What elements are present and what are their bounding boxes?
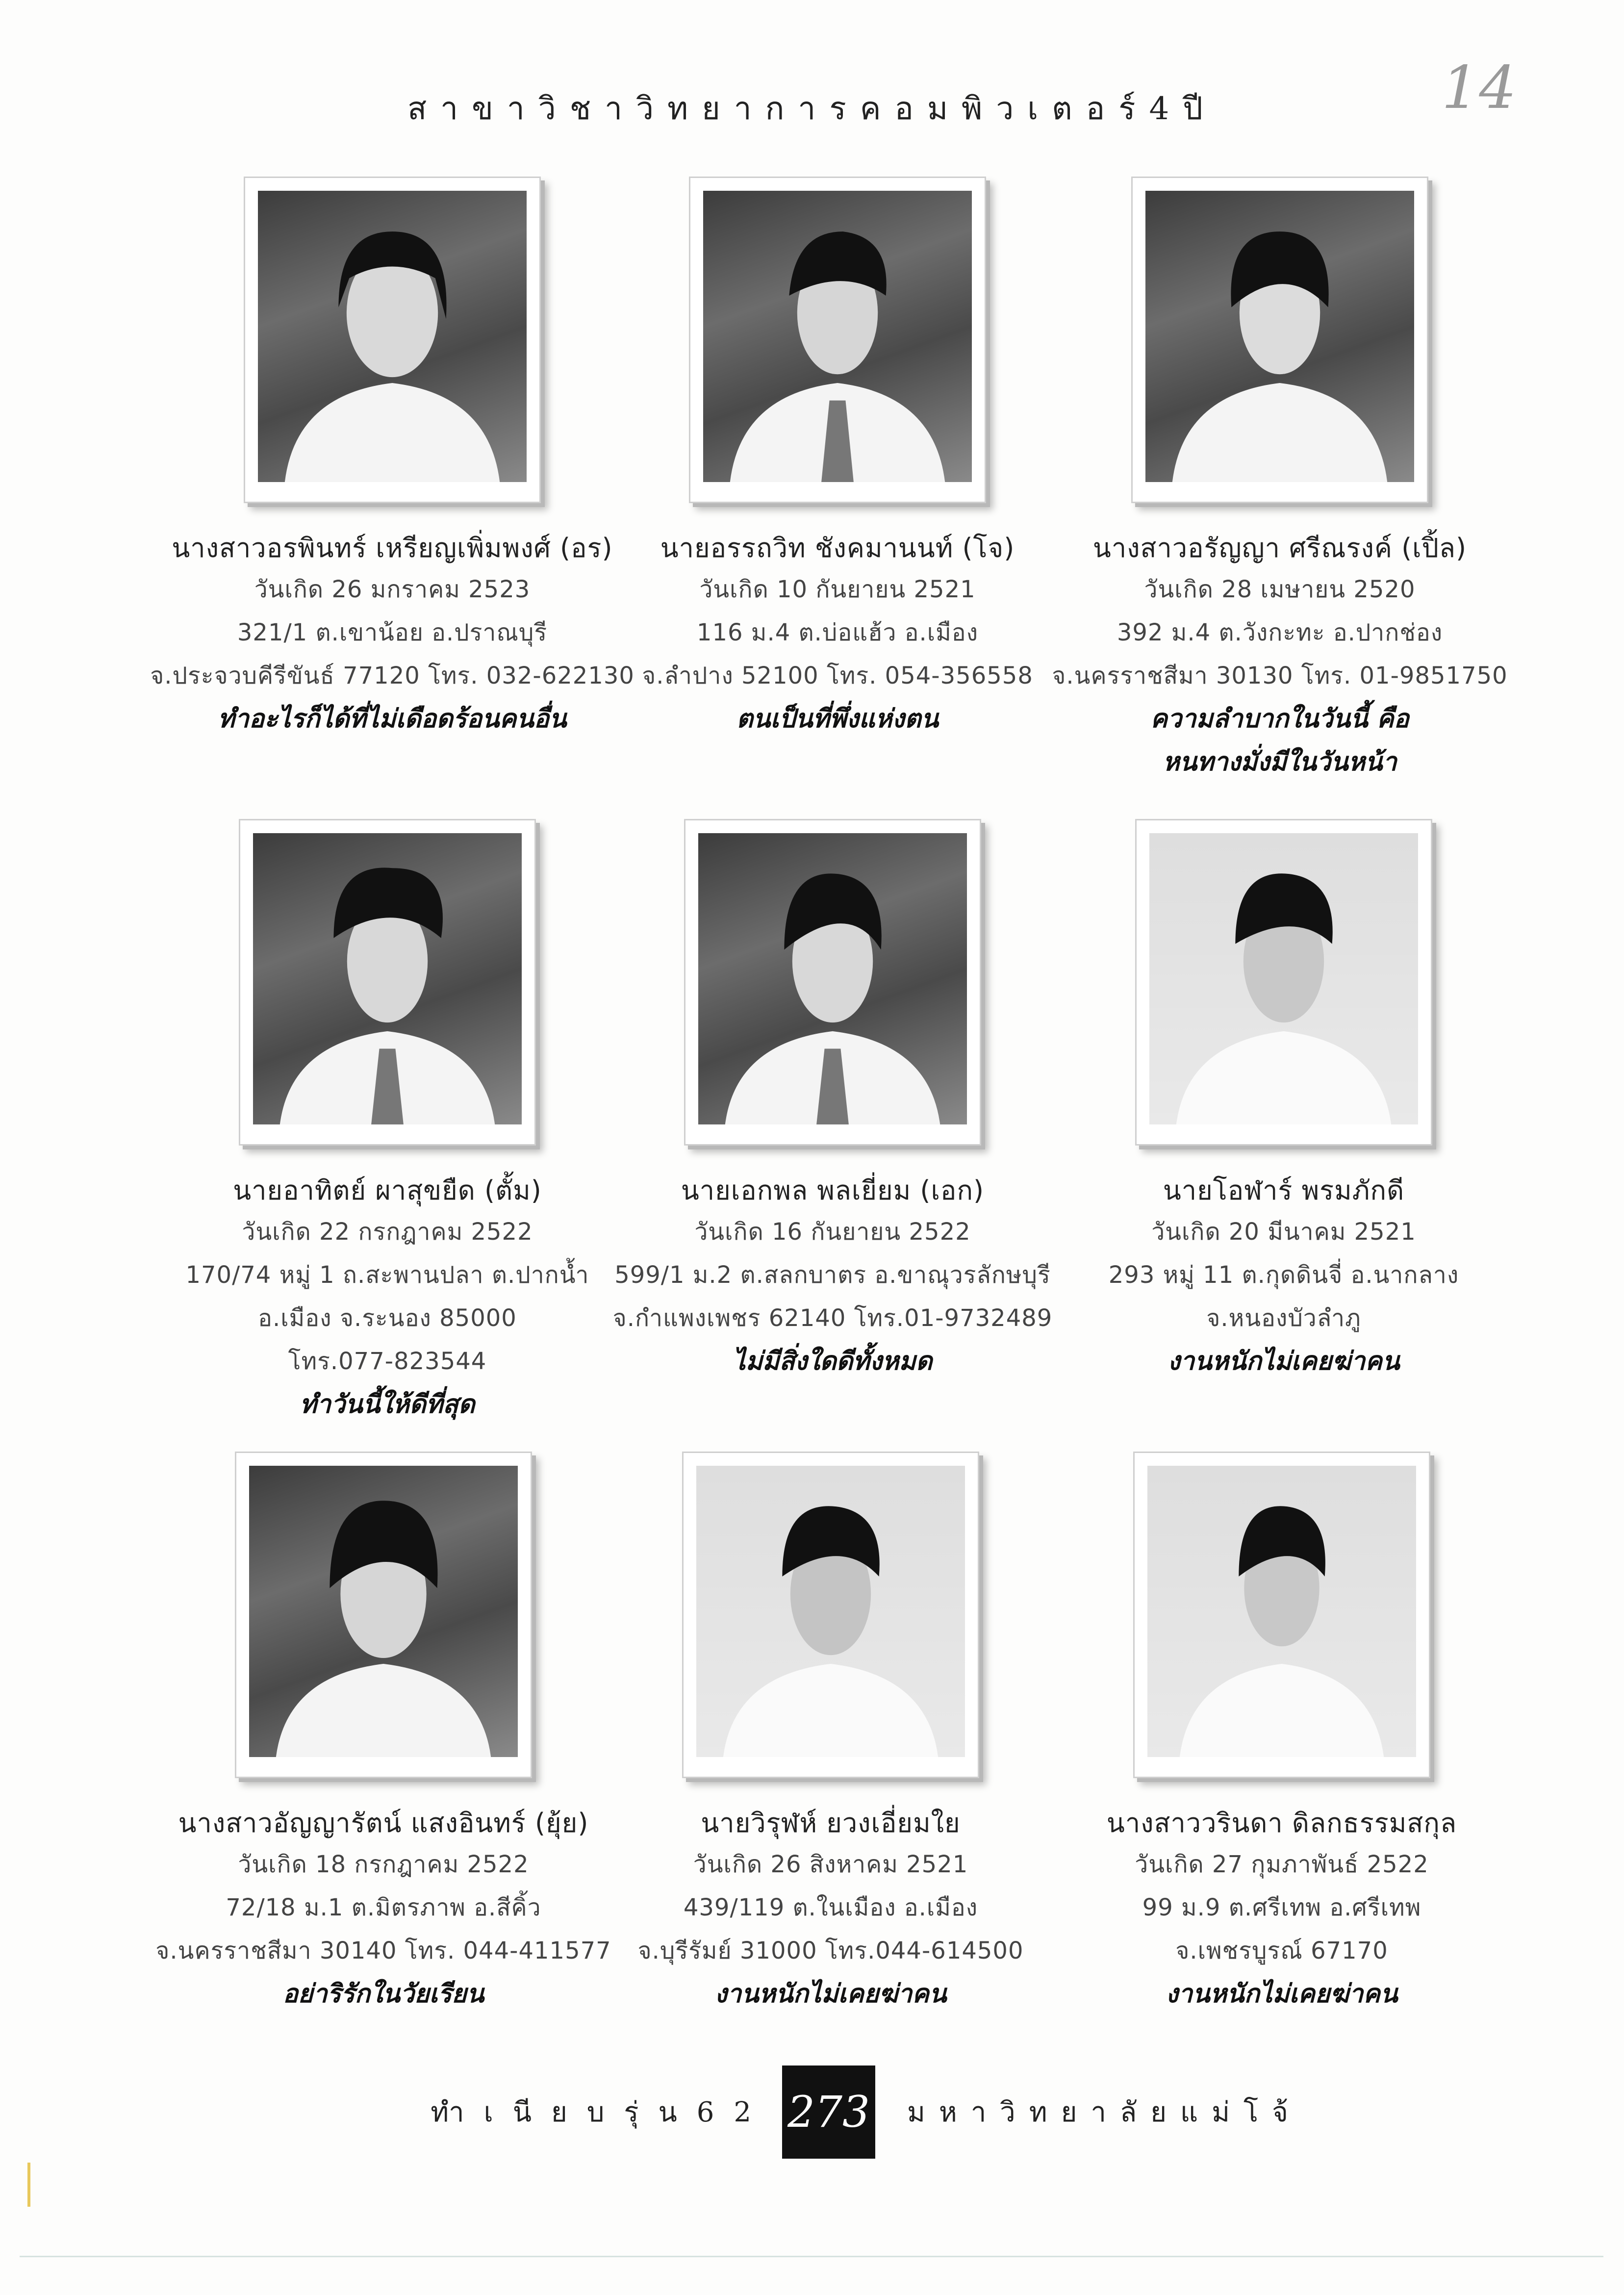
student-motto: ทำวันนี้ให้ดีที่สุด: [300, 1390, 475, 1419]
photo-frame: [682, 1452, 979, 1778]
student-motto: งานหนักไม่เคยฆ่าคน: [714, 1979, 947, 2009]
student-photo: [1145, 191, 1414, 482]
student-photo: [696, 1466, 965, 1757]
student-info: [587, 1171, 1078, 1383]
student-motto: ตนเป็นที่พึ่งแห่งตน: [736, 704, 939, 734]
student-photo: [703, 191, 972, 482]
photo-frame: [684, 819, 981, 1146]
student-address-line: จ.ประจวบคีรีขันธ์ 77120 โทร. 032-622130: [150, 662, 634, 689]
student-address-line: 321/1 ต.เขาน้อย อ.ปราณบุรี: [237, 619, 548, 646]
student-name: นายวิรุฬห์ ยวงเอี่ยมใย: [701, 1808, 961, 1838]
margin-mark: [27, 2163, 30, 2207]
student-photo: [253, 833, 522, 1124]
student-address-line: 392 ม.4 ต.วังกะทะ อ.ปากช่อง: [1116, 619, 1443, 646]
student-info: [585, 1804, 1076, 2015]
student-info: [1035, 529, 1525, 784]
student-address-line: 599/1 ม.2 ต.สลกบาตร อ.ขาณุวรลักษบุรี: [614, 1261, 1051, 1289]
student-photo: [1149, 833, 1418, 1124]
student-info: [142, 1171, 633, 1426]
student-address-line: จ.นครราชสีมา 30130 โทร. 01-9851750: [1052, 662, 1508, 689]
bottom-rule: [20, 2256, 1603, 2257]
student-card: [585, 1452, 1076, 2015]
student-address-line: จ.เพชรบูรณ์ 67170: [1175, 1937, 1388, 1964]
student-address-line: 72/18 ม.1 ต.มิตรภาพ อ.สีคิ้ว: [226, 1894, 541, 1921]
student-photo: [249, 1466, 518, 1757]
footer-university-label: มหาวิทยาลัยแม่โจ้: [907, 2096, 1302, 2128]
student-address-line: จ.บุรีรัมย์ 31000 โทร.044-614500: [637, 1937, 1024, 1964]
student-address-line: อ.เมือง จ.ระนอง 85000: [258, 1304, 517, 1332]
student-birthdate: วันเกิด 18 กรกฎาคม 2522: [238, 1851, 529, 1878]
student-motto: งานหนักไม่เคยฆ่าคน: [1167, 1347, 1400, 1376]
student-address-line: 170/74 หมู่ 1 ถ.สะพานปลา ต.ปากน้ำ: [185, 1261, 589, 1289]
page-title: สาขาวิชาวิทยาการคอมพิวเตอร์4ปี: [407, 91, 1217, 127]
photo-frame: [1131, 177, 1428, 503]
student-info: [592, 529, 1083, 740]
student-motto: หนทางมั่งมีในวันหน้า: [1163, 747, 1397, 777]
student-address-line: 99 ม.9 ต.ศรีเทพ อ.ศรีเทพ: [1142, 1894, 1421, 1921]
student-card: [142, 819, 633, 1426]
page-footer: [0, 2066, 1624, 2164]
student-name: นางสาวอรัญญา ศรีณรงค์ (เปิ้ล): [1092, 533, 1467, 563]
student-info: [1039, 1171, 1529, 1383]
student-info: [1037, 1804, 1527, 2015]
page-number: 273: [782, 2066, 875, 2159]
student-card: [1035, 177, 1525, 784]
student-name: นายอาทิตย์ ผาสุขยืด (ตั้ม): [233, 1175, 542, 1206]
student-birthdate: วันเกิด 16 กันยายน 2522: [694, 1218, 971, 1246]
photo-frame: [239, 819, 536, 1146]
student-card: [1039, 819, 1529, 1383]
student-info: [147, 529, 637, 740]
student-birthdate: วันเกิด 10 กันยายน 2521: [699, 576, 976, 603]
student-name: นางสาววรินดา ดิลกธรรมสกุล: [1106, 1808, 1457, 1838]
student-motto: ทำอะไรก็ได้ที่ไม่เดือดร้อนคนอื่น: [218, 704, 567, 734]
student-address-line: 439/119 ต.ในเมือง อ.เมือง: [683, 1894, 978, 1921]
student-address-line: 116 ม.4 ต.บ่อแฮ้ว อ.เมือง: [696, 619, 979, 646]
student-name: นายเอกพล พลเยี่ยม (เอก): [681, 1175, 985, 1206]
student-name: นางสาวอัญญารัตน์ แสงอินทร์ (ยุ้ย): [178, 1808, 589, 1838]
student-address-line: จ.กำแพงเพชร 62140 โทร.01-9732489: [612, 1304, 1053, 1332]
photo-frame: [1133, 1452, 1430, 1778]
student-card: [138, 1452, 629, 2015]
photo-frame: [244, 177, 541, 503]
student-motto: งานหนักไม่เคยฆ่าคน: [1166, 1979, 1398, 2009]
student-birthdate: วันเกิด 26 สิงหาคม 2521: [693, 1851, 968, 1878]
student-card: [587, 819, 1078, 1383]
student-info: [138, 1804, 629, 2015]
student-motto: อย่าริรักในวัยเรียน: [282, 1979, 484, 2009]
student-birthdate: วันเกิด 28 เมษายน 2520: [1144, 576, 1416, 603]
student-address-line: 293 หมู่ 11 ต.กุดดินจี่ อ.นากลาง: [1108, 1261, 1459, 1289]
student-card: [1037, 1452, 1527, 2015]
student-photo: [1147, 1466, 1416, 1757]
student-address-line: จ.นครราชสีมา 30140 โทร. 044-411577: [155, 1937, 611, 1964]
student-photo: [258, 191, 527, 482]
student-birthdate: วันเกิด 20 มีนาคม 2521: [1151, 1218, 1416, 1246]
student-motto: ความลำบากในวันนี้ คือ: [1150, 704, 1409, 734]
photo-frame: [235, 1452, 532, 1778]
student-address-line: จ.หนองบัวลำภู: [1206, 1304, 1361, 1332]
student-motto: ไม่มีสิ่งใดดีทั้งหมด: [733, 1347, 933, 1376]
photo-frame: [1135, 819, 1432, 1146]
student-name: นายโอฬาร์ พรมภักดี: [1163, 1175, 1405, 1206]
student-card: [592, 177, 1083, 740]
footer-yearbook-label: ทำเนียบรุ่น62: [431, 2096, 771, 2128]
student-birthdate: วันเกิด 27 กุมภาพันธ์ 2522: [1135, 1851, 1429, 1878]
student-card: [147, 177, 637, 740]
handwritten-page-mark: 14: [1442, 54, 1517, 122]
student-birthdate: วันเกิด 22 กรกฎาคม 2522: [242, 1218, 533, 1246]
student-address-line: โทร.077-823544: [288, 1348, 487, 1375]
photo-frame: [689, 177, 986, 503]
student-birthdate: วันเกิด 26 มกราคม 2523: [254, 576, 531, 603]
student-name: นายอรรถวิท ชังคมานนท์ (โจ): [660, 533, 1015, 563]
student-name: นางสาวอรพินทร์ เหรียญเพิ่มพงศ์ (อร): [172, 533, 613, 563]
student-address-line: จ.ลำปาง 52100 โทร. 054-356558: [642, 662, 1033, 689]
student-photo: [698, 833, 967, 1124]
